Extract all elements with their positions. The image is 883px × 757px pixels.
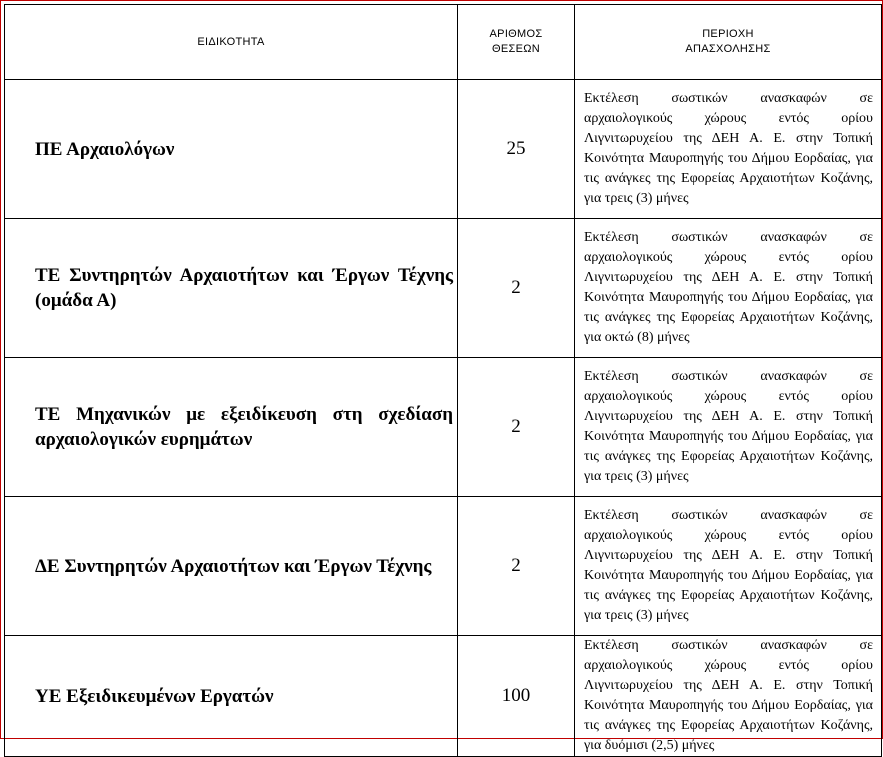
specialty-cell: ΔΕ Συντηρητών Αρχαιοτήτων και Έργων Τέχνης xyxy=(5,497,458,636)
positions-cell: 2 xyxy=(458,219,575,358)
table-row xyxy=(5,636,882,757)
specialty-cell: ΤΕ Συντηρητών Αρχαιοτήτων και Έργων Τέχνης (ομάδα Α) xyxy=(5,219,458,358)
area-cell xyxy=(575,497,882,636)
header-positions xyxy=(458,5,575,80)
area-text: Εκτέλεση σωστικών ανασκαφών σε αρχαιολογικούς χώρους εντός ορίου Λιγνιτωρυχείου της ΔΕΗ Α. Ε. στην Τοπική Κοινότητα Μαυροπηγής του Δήμου Εορδαίας, για τις ανάγκες της Εφορείας Αρχαιοτήτων Κοζάνης, για οκτώ (8) μήνες xyxy=(584,230,873,345)
area-cell xyxy=(575,636,882,757)
header-area xyxy=(575,5,882,80)
area-text: Εκτέλεση σωστικών ανασκαφών σε αρχαιολογικούς χώρους εντός ορίου Λιγνιτωρυχείου της ΔΕΗ Α. Ε. στην Τοπική Κοινότητα Μαυροπηγής του Δήμου Εορδαίας, για τις ανάγκες της Εφορείας Αρχαιοτήτων Κοζάνης, για δυόμισι (2,5) μήνες xyxy=(584,638,873,753)
area-cell xyxy=(575,219,882,358)
area-text: Εκτέλεση σωστικών ανασκαφών σε αρχαιολογικούς χώρους εντός ορίου Λιγνιτωρυχείου της ΔΕΗ Α. Ε. στην Τοπική Κοινότητα Μαυροπηγής του Δήμου Εορδαίας, για τις ανάγκες της Εφορείας Αρχαιοτήτων Κοζάνης, για τρεις (3) μήνες xyxy=(584,91,873,206)
header-positions-line1: ΑΡΙΘΜΟΣ xyxy=(489,28,543,40)
header-specialty-label: ΕΙΔΙΚΟΤΗΤΑ xyxy=(197,35,265,48)
header-positions-line2: ΘΕΣΕΩΝ xyxy=(492,43,540,55)
header-specialty xyxy=(5,5,458,80)
header-area-line1: ΠΕΡΙΟΧΗ xyxy=(702,28,754,40)
specialty-cell: ΤΕ Μηχανικών με εξειδίκευση στη σχεδίαση αρχαιολογικών ευρημάτων xyxy=(5,358,458,497)
specialty-cell: ΥΕ Εξειδικευμένων Εργατών xyxy=(5,636,458,757)
area-cell xyxy=(575,80,882,219)
positions-cell: 2 xyxy=(458,497,575,636)
header-area-line2: ΑΠΑΣΧΟΛΗΣΗΣ xyxy=(685,43,771,55)
table-row xyxy=(5,358,882,497)
table-header-row xyxy=(5,5,882,80)
table-row xyxy=(5,497,882,636)
positions-cell: 100 xyxy=(458,636,575,757)
specialty-cell: ΠΕ Αρχαιολόγων xyxy=(5,80,458,219)
area-text: Εκτέλεση σωστικών ανασκαφών σε αρχαιολογικούς χώρους εντός ορίου Λιγνιτωρυχείου της ΔΕΗ Α. Ε. στην Τοπική Κοινότητα Μαυροπηγής του Δήμου Εορδαίας, για τις ανάγκες της Εφορείας Αρχαιοτήτων Κοζάνης, για τρεις (3) μήνες xyxy=(584,508,873,623)
positions-table xyxy=(4,4,882,757)
area-text: Εκτέλεση σωστικών ανασκαφών σε αρχαιολογικούς χώρους εντός ορίου Λιγνιτωρυχείου της ΔΕΗ Α. Ε. στην Τοπική Κοινότητα Μαυροπηγής του Δήμου Εορδαίας, για τις ανάγκες της Εφορείας Αρχαιοτήτων Κοζάνης, για τρεις (3) μήνες xyxy=(584,369,873,484)
table-row xyxy=(5,80,882,219)
positions-cell: 2 xyxy=(458,358,575,497)
table-row xyxy=(5,219,882,358)
positions-cell: 25 xyxy=(458,80,575,219)
area-cell xyxy=(575,358,882,497)
